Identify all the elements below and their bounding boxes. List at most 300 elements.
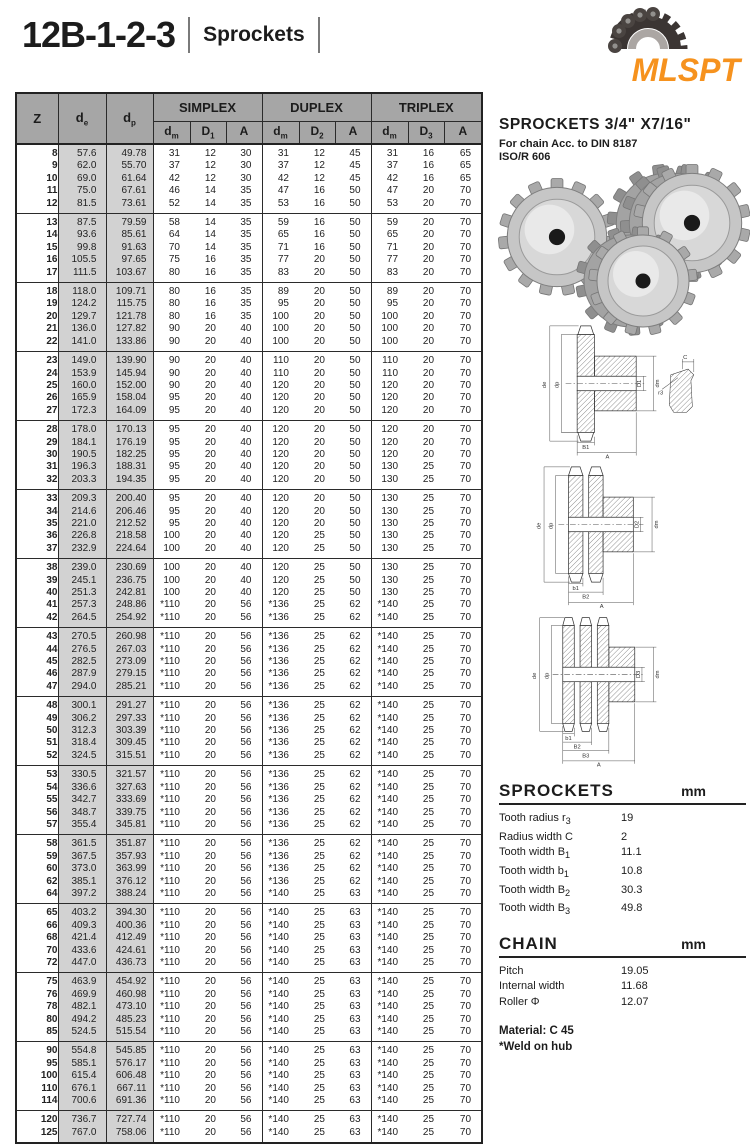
cell-value: 14 — [204, 185, 216, 197]
cell-value: 330.5 — [58, 766, 106, 782]
sprocket-photos — [499, 167, 746, 317]
cell-z: 24 — [46, 367, 58, 379]
cell-z: 56 — [46, 806, 58, 818]
table-row — [16, 254, 482, 266]
cell-value: 25 — [422, 838, 435, 850]
row-group — [16, 628, 482, 697]
cell-value: 20 — [204, 838, 216, 850]
cell-z: 19 — [46, 298, 58, 310]
cell-value: 70 — [459, 680, 472, 692]
cell-value: 120 — [262, 575, 299, 587]
cell-value: 20 — [204, 473, 216, 485]
cell-value: 25 — [313, 769, 325, 781]
cell-value: 20 — [204, 493, 216, 505]
cell-value: 56 — [240, 850, 252, 862]
cell-value: 100 — [371, 311, 408, 323]
cell-z: 70 — [46, 944, 58, 956]
cell-value: 20 — [204, 1026, 216, 1037]
cell-value: 20 — [204, 656, 216, 668]
cell-z: 39 — [46, 574, 58, 586]
cell-value: 25 — [313, 1114, 325, 1126]
cell-z: 17 — [46, 266, 58, 278]
cell-value: 20 — [204, 988, 216, 1000]
cell-value: 56 — [240, 1114, 252, 1126]
chain-spec-header — [499, 934, 746, 958]
cell-value: 65 — [459, 160, 472, 172]
col-header-dp: $d_p$ — [106, 93, 153, 144]
cell-value: 447.0 — [58, 957, 106, 973]
cell-value: 515.54 — [106, 1026, 153, 1042]
cell-value: 16 — [204, 286, 216, 298]
cell-value: 50 — [349, 404, 361, 416]
cell-value: 25 — [422, 700, 435, 712]
cell-value: 25 — [422, 1082, 435, 1094]
cell-value: 373.0 — [58, 863, 106, 875]
cell-value: 25 — [422, 643, 435, 655]
cell-z: 45 — [46, 656, 58, 668]
cell-value: 124.2 — [58, 298, 106, 310]
cell-value: 178.0 — [58, 421, 106, 437]
cell-value: *140 — [371, 851, 408, 863]
cell-value: 70 — [459, 725, 472, 737]
cell-value: 59 — [371, 214, 408, 230]
cell-z: 32 — [46, 473, 58, 485]
cell-value: 20 — [204, 875, 216, 887]
cell-value: 70 — [459, 1026, 472, 1037]
cell-z: 14 — [46, 229, 58, 241]
table-row — [16, 1111, 482, 1127]
cell-value: 56 — [240, 1126, 252, 1138]
cell-z: 90 — [46, 1045, 58, 1057]
cell-value: 31 — [262, 144, 299, 160]
cell-value: 62 — [349, 725, 361, 737]
cell-value: 20 — [313, 436, 325, 448]
spec-row — [499, 964, 746, 980]
cell-value: 336.6 — [58, 782, 106, 794]
cell-value: 57.6 — [58, 144, 106, 160]
cell-value: 63 — [349, 1095, 361, 1107]
row-group — [16, 283, 482, 352]
cell-value: *140 — [371, 681, 408, 697]
cell-value: 56 — [240, 749, 252, 761]
cell-value: 63 — [349, 1045, 361, 1057]
cell-value: 130 — [371, 559, 408, 575]
cell-value: 20 — [422, 217, 435, 229]
cell-value: 99.8 — [58, 242, 106, 254]
cell-value: 16 — [313, 185, 325, 197]
cell-value: 56 — [240, 818, 252, 830]
cell-value: 25 — [422, 1114, 435, 1126]
cell-value: 120 — [262, 449, 299, 461]
dim-label-d1: D1 — [637, 379, 644, 388]
cell-z: 125 — [40, 1126, 58, 1138]
dim-label-b2: B2 — [573, 744, 581, 751]
cell-z: 8 — [51, 148, 58, 159]
cell-value: 20 — [204, 737, 216, 749]
logo-wordmark: MLSPT — [631, 52, 740, 88]
cell-value: 50 — [349, 530, 361, 542]
cell-value: 25 — [313, 680, 325, 692]
cell-value: 20 — [204, 643, 216, 655]
table-row — [16, 851, 482, 863]
cell-value: 25 — [313, 587, 325, 598]
cell-value: 25 — [313, 737, 325, 749]
dim-label-r3: r3 — [658, 390, 664, 397]
product-standard-line: For chain Acc. to DIN 8187 — [499, 138, 638, 150]
cell-value: 35 — [240, 229, 252, 241]
cell-value: *140 — [262, 1014, 299, 1026]
cell-value: 56 — [240, 725, 252, 737]
cell-z: 49 — [46, 712, 58, 724]
cell-z: 20 — [46, 310, 58, 322]
cell-value: 58 — [153, 214, 190, 230]
cell-value: 25 — [422, 461, 435, 473]
cell-z: 60 — [46, 863, 58, 875]
cell-value: 56 — [240, 643, 252, 655]
cell-value: 63 — [349, 988, 361, 1000]
cell-value: 50 — [349, 517, 361, 529]
cell-value: *110 — [153, 766, 190, 782]
cell-value: 20 — [422, 404, 435, 416]
dim-label-d2: D2 — [634, 521, 641, 529]
cell-value: 62 — [349, 806, 361, 818]
cell-value: 309.45 — [106, 737, 153, 749]
cell-value: 20 — [204, 863, 216, 875]
cell-value: 303.39 — [106, 725, 153, 737]
cell-value: 95 — [153, 392, 190, 404]
cell-value: 120 — [262, 461, 299, 473]
table-row — [16, 352, 482, 368]
cell-value: *140 — [371, 973, 408, 989]
table-row — [16, 612, 482, 628]
cell-value: 56 — [240, 932, 252, 944]
cell-value: *140 — [262, 932, 299, 944]
table-row — [16, 229, 482, 241]
cell-value: 87.5 — [58, 214, 106, 230]
cell-value: 115.75 — [106, 298, 153, 310]
cell-value: 50 — [349, 229, 361, 241]
spec-value: 12.07 — [621, 995, 649, 1008]
spec-label: Tooth width $B_1$ — [499, 846, 571, 861]
cell-value: 62 — [349, 712, 361, 724]
table-row — [16, 461, 482, 473]
cell-z: 31 — [46, 461, 58, 473]
row-group — [16, 1042, 482, 1111]
cell-value: 49.78 — [106, 144, 153, 160]
cell-value: 70 — [459, 850, 472, 862]
cell-value: 70 — [459, 1082, 472, 1094]
cell-value: 70 — [459, 1114, 472, 1126]
dim-label-a: A — [605, 454, 610, 461]
cell-value: 40 — [240, 436, 252, 448]
cell-value: 70 — [459, 956, 472, 968]
cell-value: 70 — [459, 217, 472, 229]
cell-z: 66 — [46, 919, 58, 931]
cell-value: 20 — [422, 241, 435, 253]
cell-value: 16 — [313, 229, 325, 241]
table-row — [16, 283, 482, 299]
table-row — [16, 863, 482, 875]
cell-value: 20 — [204, 1013, 216, 1025]
cell-value: 70 — [459, 436, 472, 448]
cell-value: 20 — [313, 379, 325, 391]
cell-value: 25 — [313, 863, 325, 875]
cell-value: 12 — [204, 160, 216, 172]
cell-value: 20 — [422, 310, 435, 322]
cell-value: 454.92 — [106, 973, 153, 989]
cell-value: 436.73 — [106, 957, 153, 973]
table-row — [16, 267, 482, 283]
cell-value: 25 — [422, 1013, 435, 1025]
cell-z: 59 — [46, 850, 58, 862]
cell-value: 70 — [459, 254, 472, 266]
cell-value: 130 — [371, 474, 408, 490]
spec-value: 49.8 — [621, 902, 643, 915]
cell-value: 20 — [204, 1057, 216, 1069]
cell-value: 25 — [422, 944, 435, 956]
cell-value: 403.2 — [58, 904, 106, 920]
cell-value: 50 — [349, 542, 361, 554]
cell-value: 421.4 — [58, 932, 106, 944]
cell-value: 25 — [422, 530, 435, 542]
cell-value: 95 — [153, 449, 190, 461]
table-row — [16, 1014, 482, 1026]
cell-value: 324.5 — [58, 750, 106, 766]
cell-z: 37 — [46, 542, 58, 554]
cell-value: *110 — [153, 819, 190, 835]
cell-value: 50 — [349, 379, 361, 391]
cell-value: 40 — [240, 461, 252, 473]
table-row — [16, 932, 482, 944]
cell-z: 16 — [46, 254, 58, 266]
dim-label-a: A — [599, 604, 604, 611]
cell-value: 676.1 — [58, 1083, 106, 1095]
cell-value: *110 — [153, 656, 190, 668]
cell-value: 576.17 — [106, 1058, 153, 1070]
cell-value: 25 — [313, 919, 325, 931]
spec-label: Internal width — [499, 980, 565, 993]
dim-label-dp: dp — [548, 523, 555, 530]
cell-value: 25 — [313, 542, 325, 554]
cell-value: *140 — [371, 628, 408, 644]
cell-value: 50 — [349, 310, 361, 322]
cell-value: 200.40 — [106, 490, 153, 506]
cell-value: *110 — [153, 1070, 190, 1082]
cell-value: 25 — [313, 1070, 325, 1082]
chain-spec-title: CHAIN — [499, 933, 558, 953]
cell-value: 25 — [422, 1057, 435, 1069]
cell-value: 25 — [422, 493, 435, 505]
cell-value: 70 — [459, 505, 472, 517]
cell-value: 62 — [349, 769, 361, 781]
cell-z: 42 — [46, 611, 58, 623]
cell-value: 279.15 — [106, 668, 153, 680]
dim-label-b1: b1 — [565, 736, 572, 743]
cell-value: 53 — [371, 198, 408, 214]
table-row — [16, 1026, 482, 1042]
cell-value: 56 — [240, 712, 252, 724]
cell-value: 80 — [153, 283, 190, 299]
spec-label: Tooth width $B_2$ — [499, 883, 571, 898]
cell-value: 473.10 — [106, 1001, 153, 1013]
cell-value: 100 — [371, 323, 408, 335]
cell-value: 35 — [240, 185, 252, 197]
cell-value: 62 — [349, 599, 361, 611]
cell-value: 20 — [422, 197, 435, 209]
cell-value: 463.9 — [58, 973, 106, 989]
table-row — [16, 628, 482, 644]
spec-row — [499, 864, 746, 883]
cell-value: 130 — [371, 518, 408, 530]
cell-value: 37 — [153, 160, 190, 172]
cell-value: 25 — [422, 574, 435, 586]
cell-value: 25 — [313, 781, 325, 793]
cell-value: 20 — [204, 680, 216, 692]
cell-value: *140 — [262, 1058, 299, 1070]
row-group — [16, 697, 482, 766]
cell-value: 25 — [313, 631, 325, 643]
footnotes — [499, 1024, 746, 1055]
cell-value: 25 — [313, 1001, 325, 1013]
table-row — [16, 599, 482, 611]
cell-value: 97.65 — [106, 254, 153, 266]
cell-value: 25 — [313, 656, 325, 668]
cell-value: 62 — [349, 838, 361, 850]
cell-value: 77 — [262, 254, 299, 266]
cell-value: 73.61 — [106, 198, 153, 214]
cell-value: 239.0 — [58, 559, 106, 575]
cell-value: 20 — [422, 185, 435, 197]
cell-value: 35 — [240, 197, 252, 209]
cell-value: 50 — [349, 493, 361, 505]
cell-value: 196.3 — [58, 461, 106, 473]
cell-value: *140 — [262, 1127, 299, 1143]
cell-value: *140 — [371, 1026, 408, 1042]
cell-value: 35 — [240, 254, 252, 266]
cell-value: *140 — [371, 766, 408, 782]
cell-value: 25 — [422, 907, 435, 919]
cell-value: 95 — [153, 437, 190, 449]
cell-value: 130 — [371, 461, 408, 473]
cell-value: 70 — [459, 1001, 472, 1013]
cell-value: *140 — [371, 876, 408, 888]
cell-value: 20 — [204, 631, 216, 643]
cell-value: 56 — [240, 907, 252, 919]
cell-value: 20 — [204, 367, 216, 379]
cell-value: *136 — [262, 737, 299, 749]
row-group — [16, 352, 482, 421]
cell-value: *110 — [153, 945, 190, 957]
cell-value: *110 — [153, 644, 190, 656]
cell-value: 100 — [262, 311, 299, 323]
table-row — [16, 750, 482, 766]
cell-value: 20 — [204, 542, 216, 554]
cell-value: 25 — [422, 887, 435, 899]
cell-value: *110 — [153, 888, 190, 904]
spec-value: 19 — [621, 811, 634, 824]
cell-z: 57 — [46, 818, 58, 830]
cell-value: 615.4 — [58, 1070, 106, 1082]
table-row — [16, 421, 482, 437]
cell-value: 63 — [349, 887, 361, 899]
cell-value: 409.3 — [58, 920, 106, 932]
cell-value: 70 — [459, 749, 472, 761]
cell-value: 16 — [204, 310, 216, 322]
cell-value: 70 — [459, 574, 472, 586]
cell-value: 40 — [240, 424, 252, 436]
cell-value: 63 — [349, 1001, 361, 1013]
cell-value: 20 — [204, 1070, 216, 1082]
cell-z: 53 — [46, 769, 58, 781]
table-row — [16, 644, 482, 656]
spec-label: Tooth width $B_3$ — [499, 902, 571, 917]
cell-value: 141.0 — [58, 336, 106, 352]
cell-value: 70 — [459, 229, 472, 241]
cell-value: 40 — [240, 367, 252, 379]
table-row — [16, 575, 482, 587]
cell-value: 50 — [349, 254, 361, 266]
cell-value: *140 — [262, 1095, 299, 1111]
cell-value: *110 — [153, 1095, 190, 1111]
page-header — [0, 0, 750, 92]
cell-value: 25 — [422, 668, 435, 680]
cell-value: 20 — [204, 976, 216, 988]
cell-value: 20 — [422, 355, 435, 367]
cell-z: 50 — [46, 725, 58, 737]
cell-value: 110 — [262, 352, 299, 368]
cell-value: 50 — [349, 461, 361, 473]
cell-value: 20 — [313, 424, 325, 436]
cell-value: 25 — [422, 1095, 435, 1107]
cell-value: 40 — [240, 574, 252, 586]
cell-value: 50 — [349, 574, 361, 586]
cell-value: *110 — [153, 697, 190, 713]
cell-value: 25 — [422, 988, 435, 1000]
cell-value: 276.5 — [58, 644, 106, 656]
cell-value: 424.61 — [106, 945, 153, 957]
cell-value: 524.5 — [58, 1026, 106, 1042]
cell-value: 100 — [153, 543, 190, 559]
cell-value: 351.87 — [106, 835, 153, 851]
cell-value: *110 — [153, 1083, 190, 1095]
cell-value: 62.0 — [58, 160, 106, 172]
cell-z: 64 — [46, 887, 58, 899]
cell-value: 35 — [240, 241, 252, 253]
cell-value: 56 — [240, 988, 252, 1000]
cell-z: 36 — [46, 530, 58, 542]
weld-note: *Weld on hub — [499, 1040, 573, 1053]
cell-z: 12 — [46, 197, 58, 209]
cell-value: 62 — [349, 737, 361, 749]
cell-z: 18 — [46, 286, 58, 298]
cell-value: 100 — [371, 336, 408, 352]
cell-value: 56 — [240, 1070, 252, 1082]
cell-value: 170.13 — [106, 421, 153, 437]
cell-value: 130 — [371, 587, 408, 599]
cell-value: *110 — [153, 794, 190, 806]
cell-value: *136 — [262, 766, 299, 782]
cell-value: 35 — [240, 217, 252, 229]
cell-value: 70 — [459, 944, 472, 956]
cell-value: 63 — [349, 956, 361, 968]
cell-value: 100 — [153, 587, 190, 599]
cell-value: 89 — [262, 283, 299, 299]
cell-value: 12 — [313, 160, 325, 172]
cell-value: 727.74 — [106, 1111, 153, 1127]
sprockets-spec-unit: mm — [681, 782, 706, 799]
cell-value: 25 — [313, 1126, 325, 1138]
cell-value: 70 — [459, 907, 472, 919]
